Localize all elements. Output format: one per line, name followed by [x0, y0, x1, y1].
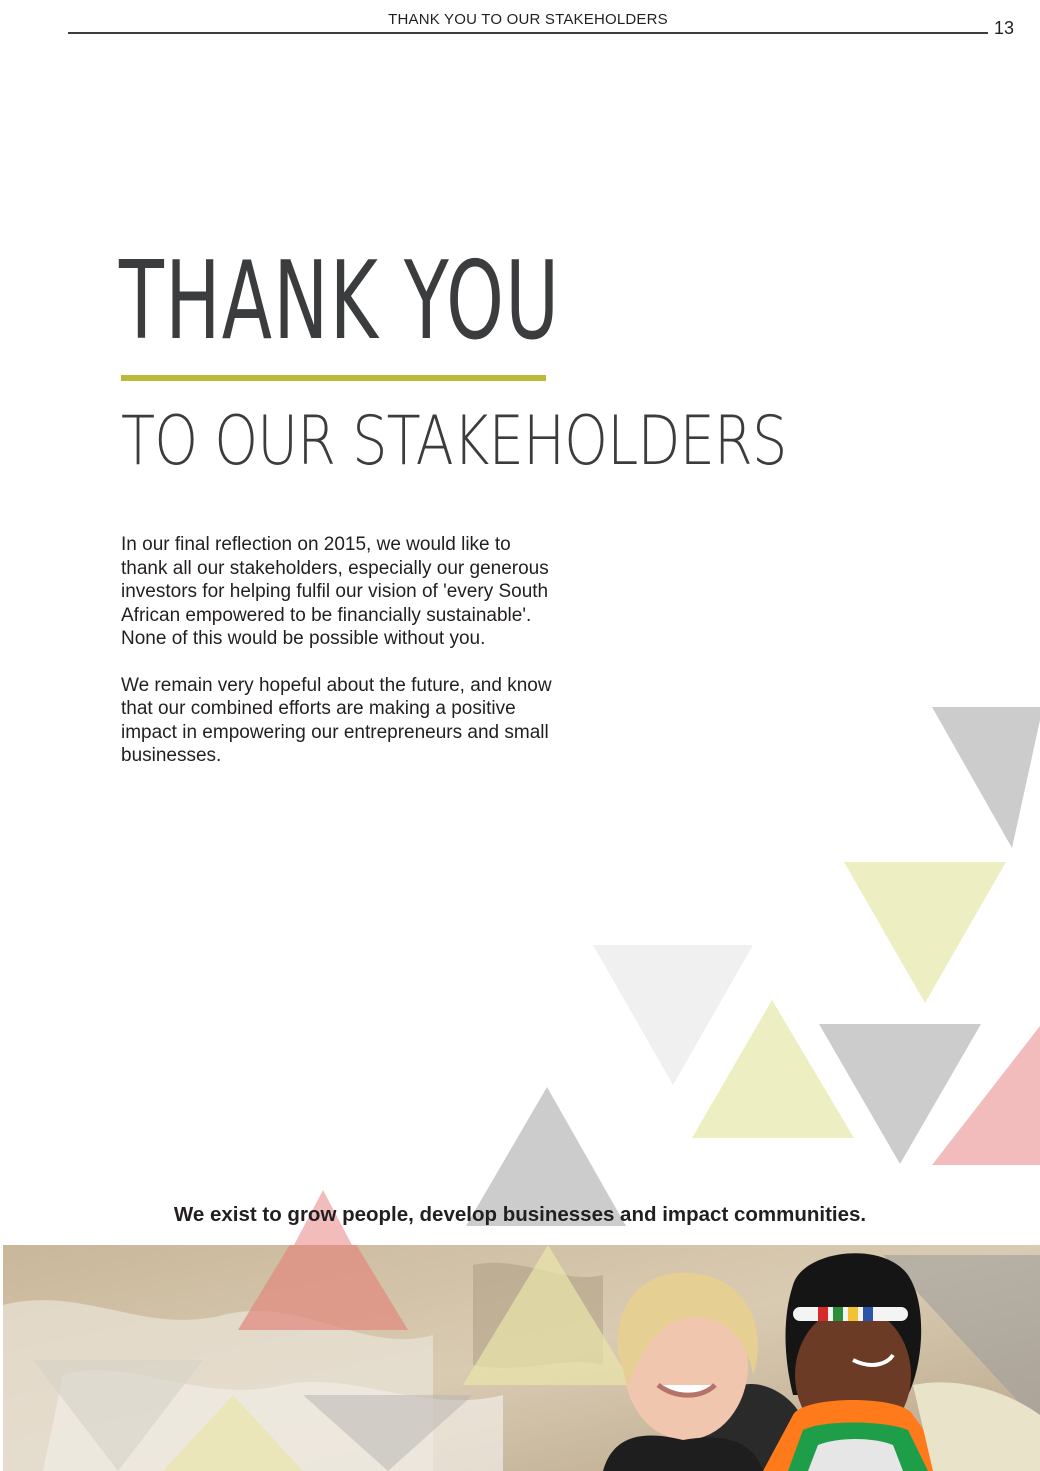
triangle-yellow-down: [844, 862, 1006, 1003]
footer-photo: [3, 1245, 1040, 1471]
triangle-lightgray-down: [593, 945, 753, 1085]
page-number: 13: [994, 18, 1015, 38]
body-paragraph-1: In our final reflection on 2015, we would like to thank all our stakeholders, especially our generous investors for helping fulfil our vision of 'every South African empowered to be financially sustainable'. None of this would be possible without you.: [121, 534, 549, 649]
body-paragraph-2: We remain very hopeful about the future, and know that our combined efforts are making a positive impact in empowering our entrepreneurs and small businesses.: [121, 674, 552, 766]
triangle-yellow-up: [692, 1000, 854, 1138]
page-subtitle: TO OUR STAKEHOLDERS: [121, 402, 787, 481]
tagline: We exist to grow people, develop businesses and impact communities.: [173, 1203, 867, 1226]
photo-illustration: [3, 1245, 1040, 1471]
page-title: THANK YOU: [119, 239, 561, 364]
triangle-gray-down-right: [932, 707, 1040, 848]
running-header: THANK YOU TO OUR STAKEHOLDERS: [388, 11, 668, 28]
